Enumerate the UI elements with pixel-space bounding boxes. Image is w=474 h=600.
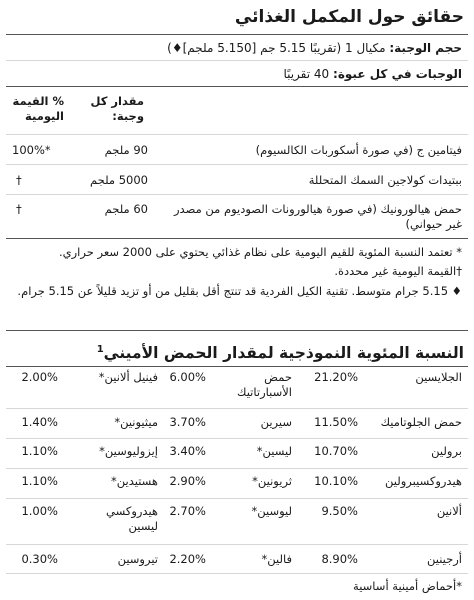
- amino-name: ليسين*: [256, 444, 292, 458]
- amount-header: مقدار كل وجبة:: [90, 94, 144, 123]
- amino-row: [6, 370, 468, 406]
- serving-size-row: [10, 40, 462, 56]
- amino-name: حمض الجلوتاميك: [380, 415, 462, 429]
- divider: [6, 498, 468, 499]
- amino-name: برولين: [431, 444, 462, 458]
- amino-pct: 11.50%: [314, 415, 358, 429]
- nutrient-dv: †: [16, 202, 22, 216]
- divider: [6, 330, 468, 331]
- amino-name: فينيل ألانين*: [98, 370, 158, 384]
- amino-pct: 1.10%: [21, 474, 58, 488]
- amino-pct: 1.00%: [21, 504, 58, 518]
- servings-row: [10, 66, 462, 82]
- amino-pct: 2.20%: [169, 552, 206, 566]
- amino-pct: 1.40%: [21, 415, 58, 429]
- footnote-scoop-weight: ♦ 5.15 جرام متوسط. تقنية الكيل الفردية قد تنتج أقل بقليل من أو تزيد قليلاً عن 5.15 جرام.: [17, 284, 462, 298]
- amino-pct: 6.00%: [169, 370, 206, 384]
- amino-pct: 3.70%: [169, 415, 206, 429]
- nutrient-name: ببتيدات كولاجين السمك المتحللة: [308, 173, 462, 187]
- divider: [6, 366, 468, 367]
- amino-pct: 21.20%: [314, 370, 358, 384]
- nutrient-amount: 90 ملجم: [104, 143, 148, 157]
- amino-name: ألانين: [436, 504, 462, 518]
- divider: [6, 134, 468, 135]
- amino-name: هيدروكسي ليسين: [106, 504, 158, 533]
- amino-pct: 8.90%: [321, 552, 358, 566]
- servings-value: 40 تقريبًا: [283, 67, 330, 81]
- amino-name: الجلايسين: [415, 370, 462, 384]
- divider: [6, 60, 468, 61]
- amino-acid-title-sup: 1: [96, 344, 104, 355]
- amino-name: ثريونين*: [252, 474, 292, 488]
- amino-acid-title: [10, 340, 464, 363]
- amino-pct: 10.70%: [314, 444, 358, 458]
- amino-pct: 2.70%: [169, 504, 206, 518]
- servings-label: الوجبات في كل عبوة:: [333, 67, 462, 81]
- amino-row: [6, 504, 468, 540]
- amino-footnote: *أحماض أمينية أساسية: [353, 579, 462, 593]
- panel-title: حقائق حول المكمل الغذائي: [234, 7, 464, 27]
- amino-pct: 2.00%: [21, 370, 58, 384]
- amino-name: هيدروكسيبرولين: [385, 474, 462, 488]
- amino-acid-title-text: النسبة المئوية النموذجية لمقدار الحمض الأميني: [103, 344, 464, 363]
- nutrient-dv: †: [16, 173, 22, 187]
- amino-name: ميثيونين*: [114, 415, 158, 429]
- footnote-not-established: †القيمة اليومية غير محددة.: [334, 264, 462, 278]
- amino-pct: 0.30%: [21, 552, 58, 566]
- amino-name: فالين*: [261, 552, 292, 566]
- divider: [6, 164, 468, 165]
- daily-value-header: % القيمة اليومية: [12, 94, 64, 123]
- amino-name: ليوسين*: [251, 504, 292, 518]
- serving-size-value: مكيال 1 (تقريبًا 5.15 جم [5.150 ملجم]♦): [167, 41, 386, 55]
- amino-pct: 10.10%: [314, 474, 358, 488]
- amino-name: سيرين: [260, 415, 292, 429]
- nutrient-dv: 100%*: [12, 143, 51, 157]
- nutrient-name: حمض هيالورونيك (في صورة هيالورونات الصوديوم من مصدر غير حيواني): [174, 202, 462, 231]
- amino-name: إيزوليوسين*: [99, 444, 158, 458]
- footnote-daily-value: * تعتمد النسبة المئوية للقيم اليومية على نظام غذائي يحتوي على 2000 سعر حراري.: [58, 245, 462, 259]
- divider: [6, 408, 468, 409]
- amino-name: حمض الأسبارتاتيك: [237, 370, 292, 399]
- amino-name: تيروسين: [117, 552, 158, 566]
- serving-size-label: حجم الوجبة:: [389, 41, 462, 55]
- divider: [6, 438, 468, 439]
- amino-name: هستيدين*: [110, 474, 158, 488]
- amino-pct: 3.40%: [169, 444, 206, 458]
- nutrient-amount: 5000 ملجم: [90, 173, 148, 187]
- nutrient-amount: 60 ملجم: [104, 202, 148, 216]
- amino-pct: 2.90%: [169, 474, 206, 488]
- divider: [6, 238, 468, 239]
- divider: [6, 194, 468, 195]
- divider: [6, 468, 468, 469]
- nutrient-name: فيتامين ج (في صورة أسكوربات الكالسيوم): [255, 143, 462, 157]
- amino-pct: 9.50%: [321, 504, 358, 518]
- divider: [6, 34, 468, 35]
- divider: [6, 86, 468, 87]
- divider: [6, 573, 468, 574]
- amino-pct: 1.10%: [21, 444, 58, 458]
- divider: [6, 544, 468, 545]
- amino-name: أرجينين: [426, 552, 462, 566]
